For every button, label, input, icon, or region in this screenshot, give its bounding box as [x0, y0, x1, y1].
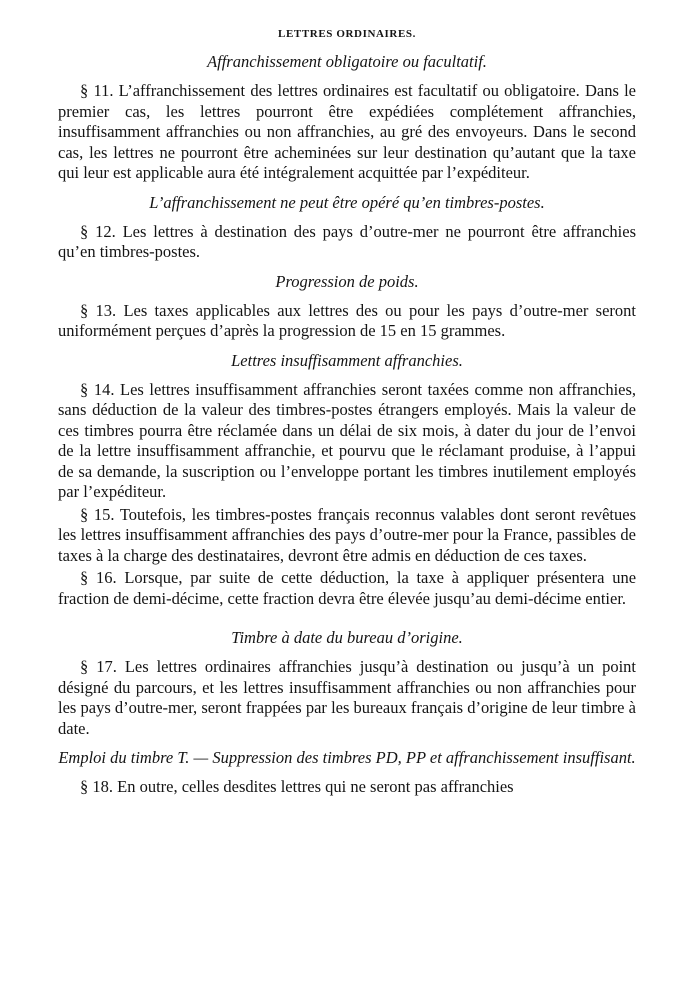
- paragraph-s11: [58, 81, 636, 184]
- paragraph-text: Les lettres à destination des pays d’outre-mer ne pourront être affranchies qu’en timbres-postes.: [58, 221, 636, 261]
- section-number: § 14.: [80, 379, 115, 399]
- section-affranchissement: [58, 52, 636, 184]
- section-progression: [58, 272, 636, 342]
- paragraph-text: Les lettres ordinaires affranchies jusqu’à destination ou jusqu’à un point désigné du parcours, et les lettres insuffisamment affranchies ou non affranchies pour les pays d’outre-mer, seront frappées par les bureaux français d’origine de leur timbre à date.: [58, 657, 637, 738]
- section-number: § 16.: [80, 568, 117, 587]
- paragraph-s12: [58, 222, 636, 263]
- section-insuffisamment: [58, 351, 636, 610]
- paragraph-text: L’affranchissement des lettres ordinaires est facultatif ou obligatoire. Dans le premier cas, les lettres pourront être expédiées complétement affranchies, insuffisamment affranchies ou non affranchies, au gré des envoyeurs. Dans le second cas, les lettres ne pourront être acheminées sur leur destination qu’autant que la taxe qui leur est applicable aura été intégralement acquittée par l’expéditeur.: [58, 81, 637, 182]
- section-heading: Lettres insuffisamment affranchies.: [231, 350, 463, 370]
- document-page: [58, 28, 636, 807]
- paragraph-s13: [58, 301, 636, 342]
- paragraph-s15: [58, 505, 636, 567]
- paragraph-text: Les lettres insuffisamment affranchies seront taxées comme non affranchies, sans déduction de la valeur des timbres-postes étrangers employés. Mais la valeur de ces timbres pourra être réclamée dans un délai de six mois, à dater du jour de l’envoi de la lettre insuffisamment affranchie, et pourvu que le réclamant produise, à l’appui de sa demande, la suscription ou l’enveloppe portant les timbres inutilement employés par l’expéditeur.: [58, 379, 637, 501]
- section-emploi-timbre-t: [58, 748, 636, 798]
- paragraph-text: Lorsque, par suite de cette déduction, la taxe à appliquer présentera une fraction de demi-décime, cette fraction devra être élevée jusqu’au demi-décime entier.: [58, 568, 637, 608]
- section-number: § 12.: [80, 221, 116, 241]
- section-number: § 17.: [80, 657, 117, 676]
- section-heading: L’affranchissement ne peut être opéré qu’en timbres-postes.: [149, 192, 545, 212]
- section-number: § 15.: [80, 504, 115, 524]
- section-number: § 18.: [80, 777, 113, 796]
- section-heading: Timbre à date du bureau d’origine.: [231, 628, 463, 647]
- section-number: § 11.: [80, 81, 114, 100]
- paragraph-s14: [58, 380, 636, 503]
- section-heading: Emploi du timbre T. — Suppression des timbres PD, PP et affranchissement insuffisant.: [58, 748, 636, 767]
- paragraph-text: Toutefois, les timbres-postes français reconnus valables dont seront revêtues les lettres insuffisamment affranchies des pays d’outre-mer pour la France, passibles de taxes à la charge des destinataires, devront être admis en déduction de ces taxes.: [58, 504, 637, 565]
- section-heading: Progression de poids.: [275, 271, 419, 291]
- running-head: LETTRES ORDINAIRES.: [278, 28, 416, 40]
- section-timbres-postes: [58, 193, 636, 263]
- paragraph-text: En outre, celles desdites lettres qui ne seront pas affranchies: [117, 777, 514, 796]
- section-number: § 13.: [80, 300, 117, 320]
- paragraph-s18: [58, 777, 636, 798]
- section-timbre-date: [58, 628, 636, 739]
- section-heading: Affranchissement obligatoire ou facultatif.: [207, 52, 487, 71]
- paragraph-text: Les taxes applicables aux lettres des ou pour les pays d’outre-mer seront uniformément perçues d’après la progression de 15 en 15 grammes.: [58, 300, 637, 340]
- paragraph-s17: [58, 657, 636, 739]
- paragraph-s16: [58, 568, 636, 609]
